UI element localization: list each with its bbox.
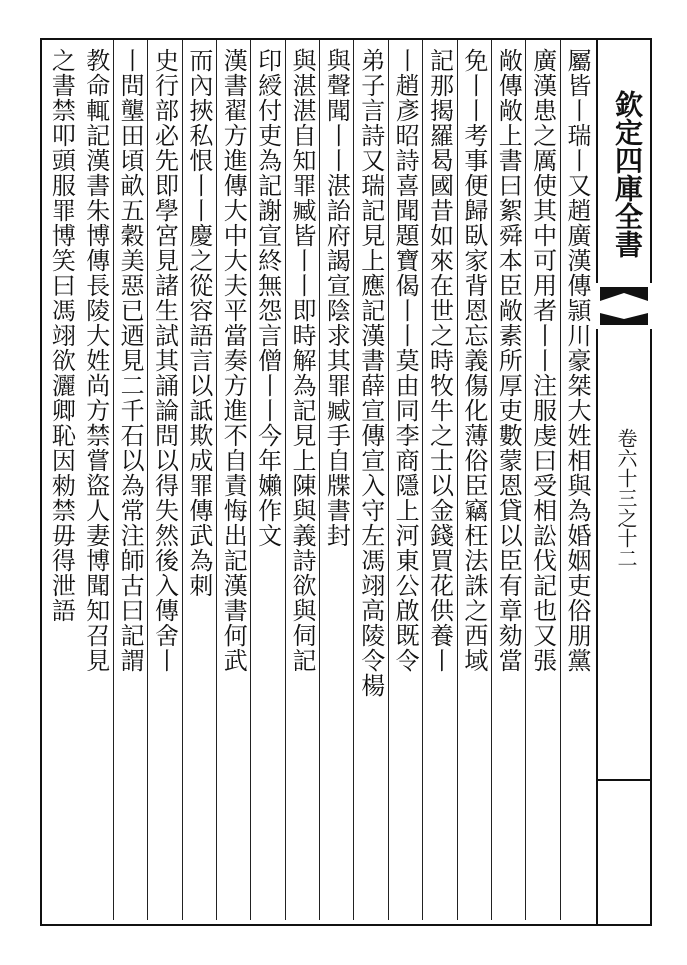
column-divider bbox=[319, 40, 320, 920]
column-divider bbox=[216, 40, 217, 920]
text-column-11: 漢書翟方進傳大中大夫平當奏方進不自責悔出記漢書何武 bbox=[219, 48, 248, 673]
text-column-2: 廣漢患之厲使其中可用者丨丨注服虔曰受相訟伐記也又張 bbox=[528, 48, 557, 673]
text-column-9: 與湛湛自知罪臧皆丨丨即時解為記見上陳與義詩欲與伺記 bbox=[288, 48, 316, 673]
column-divider bbox=[457, 40, 458, 920]
text-column-6: 丨趙彥昭詩喜聞題寶偈丨丨莫由同李商隱上河東公啟既令 bbox=[391, 48, 420, 673]
text-column-15: 教命輒記漢書朱博傳長陵大姓尚方禁嘗盜人妻博聞知召見 bbox=[81, 48, 110, 673]
column-divider bbox=[560, 40, 561, 920]
text-column-10: 印綬付吏為記謝宣終無怨言僧丨丨今年嬾作文 bbox=[253, 48, 282, 548]
text-column-1: 屬皆丨瑞丨又趙廣漢傳頴川豪桀大姓相與為婚姻吏俗朋黨 bbox=[563, 48, 591, 673]
column-divider bbox=[182, 40, 183, 920]
text-column-3: 敞傳敞上書曰絮舜本臣敞素所厚吏數蒙恩貸以臣有章劾當 bbox=[494, 48, 523, 673]
text-column-12: 而內挾私恨丨丨慶之從容語言以詆欺成罪傳武為刺 bbox=[184, 48, 213, 598]
volume-label: 卷六十三之十二 bbox=[614, 428, 638, 568]
text-column-14: 丨問壟田頃畝五穀美惡已迺見二千石以為常注師古曰記謂 bbox=[116, 48, 145, 673]
column-divider bbox=[113, 40, 114, 920]
column-divider bbox=[388, 40, 389, 920]
text-column-8: 與聲聞丨丨湛詒府謁宣陰求其罪臧手自牒書封 bbox=[322, 48, 351, 548]
column-divider bbox=[285, 40, 286, 920]
banner-column bbox=[596, 38, 652, 926]
column-divider bbox=[353, 40, 354, 920]
column-divider bbox=[250, 40, 251, 920]
text-column-13: 史行部必先即學宮見諸生試其誦論問以得失然後入傳舍丨 bbox=[150, 48, 179, 673]
column-divider bbox=[147, 40, 148, 920]
text-column-7: 弟子言詩又瑞記見上應記漢書薛宣傳宣入守左馮翊高陵令楊 bbox=[356, 48, 385, 698]
lower-fish-mark bbox=[596, 770, 652, 790]
text-column-5: 記那揭羅曷國昔如來在世之時牧牛之士以金錢買花供養丨 bbox=[425, 48, 454, 673]
column-divider bbox=[491, 40, 492, 920]
text-column-4: 免丨丨考事便歸臥家背恩忘義傷化薄俗臣竊枉法誅之西域 bbox=[459, 48, 488, 673]
text-column-16: 之書禁叩頭服罪博笑曰馮翊欲灑卿恥因勑禁毋得泄語 bbox=[47, 48, 76, 623]
fish-tail-mark bbox=[596, 283, 652, 329]
column-divider bbox=[525, 40, 526, 920]
book-title: 欽定四庫全書 bbox=[611, 90, 644, 258]
column-divider bbox=[422, 40, 423, 920]
